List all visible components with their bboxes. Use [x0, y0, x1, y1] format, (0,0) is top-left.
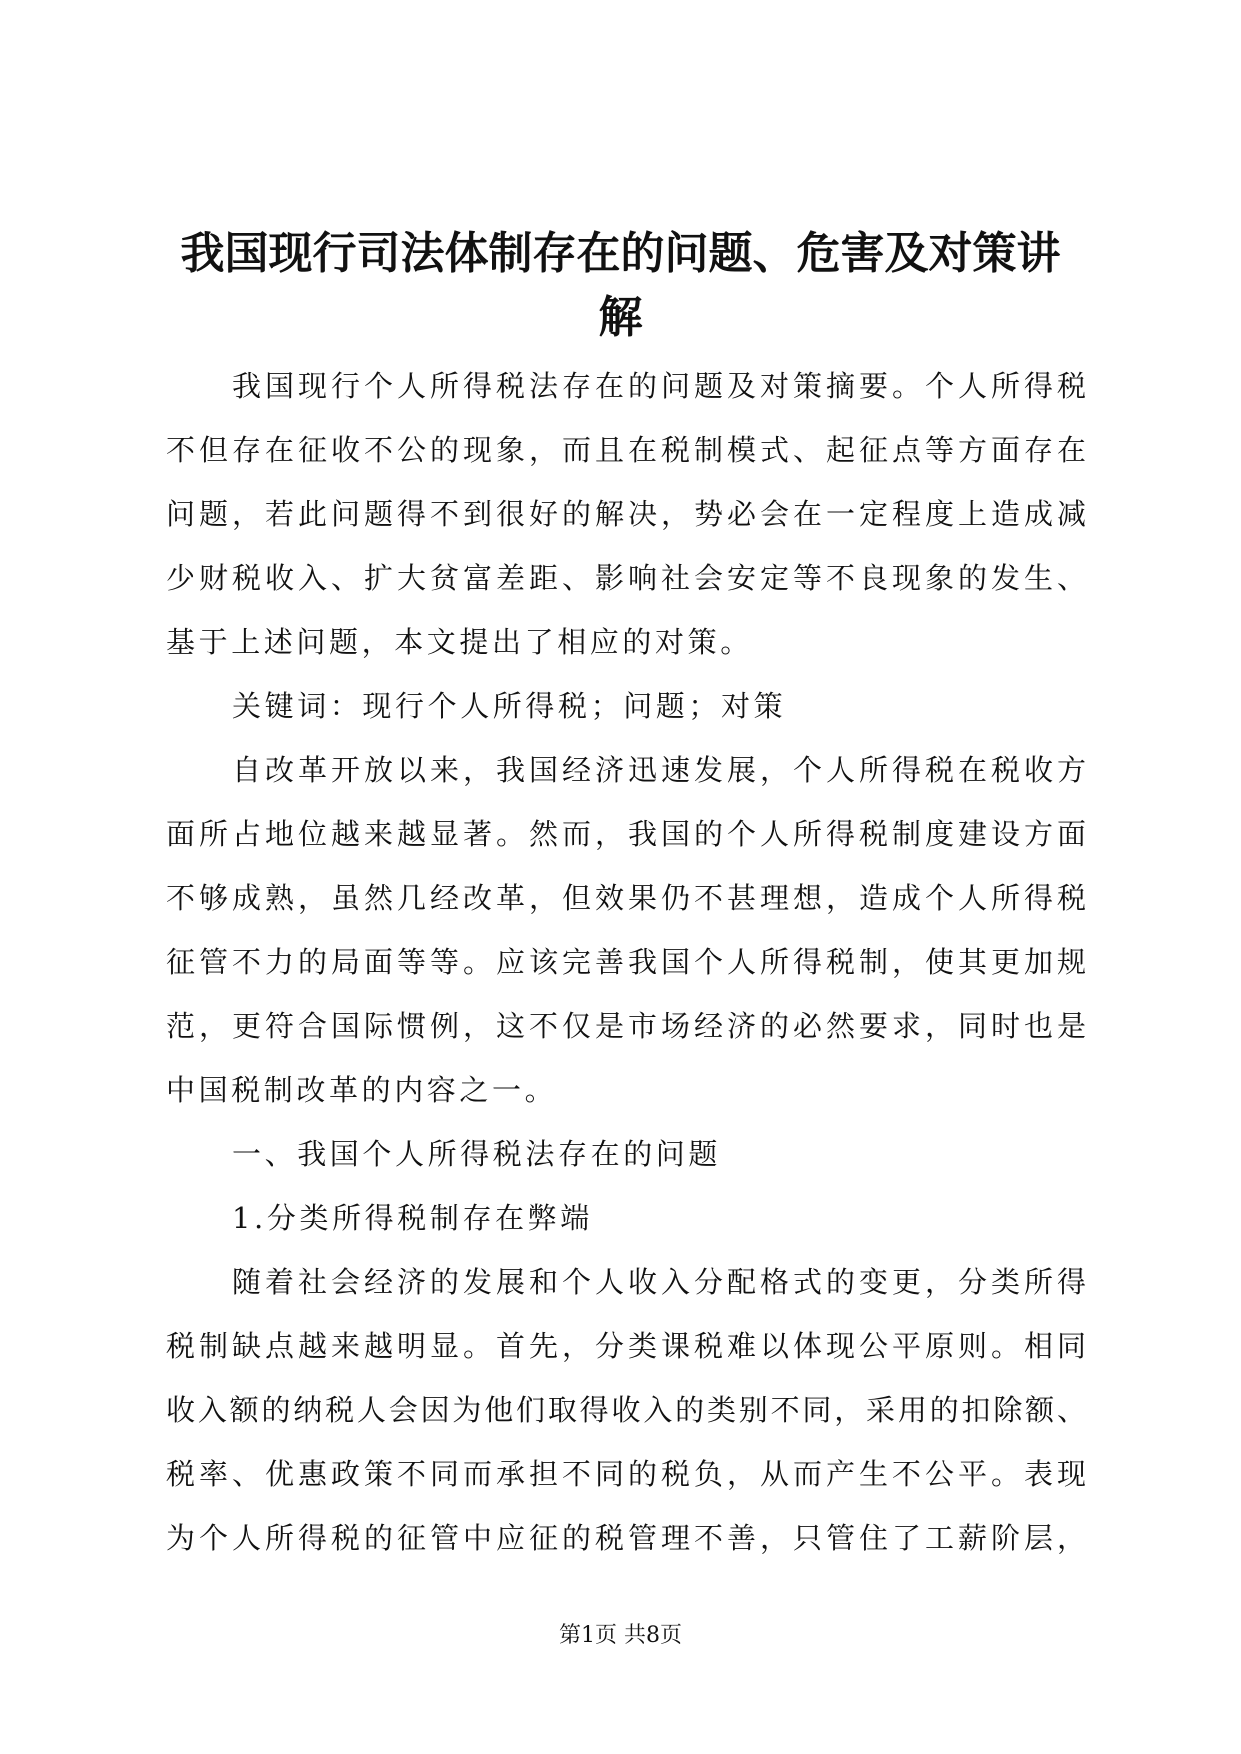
paragraph-line: 中国税制改革的内容之一。	[166, 1073, 558, 1107]
paragraph-line: 范，更符合国际惯例，这不仅是市场经济的必然要求，同时也是	[166, 1009, 1088, 1043]
title-line: 解	[598, 292, 643, 343]
paragraph-line: 少财税收入、扩大贫富差距、影响社会安定等不良现象的发生、	[166, 561, 1088, 595]
paragraph-line: 关键词：现行个人所得税；问题；对策	[232, 689, 787, 723]
paragraph-line: 为个人所得税的征管中应征的税管理不善，只管住了工薪阶层，	[166, 1521, 1088, 1555]
paragraph-line: 随着社会经济的发展和个人收入分配格式的变更，分类所得	[232, 1265, 1088, 1299]
paragraph-line: 不但存在征收不公的现象，而且在税制模式、起征点等方面存在	[166, 433, 1088, 467]
paragraph-line: 我国现行个人所得税法存在的问题及对策摘要。个人所得税	[232, 369, 1088, 403]
paragraph-line: 问题，若此问题得不到很好的解决，势必会在一定程度上造成减	[166, 497, 1088, 531]
paragraph-line: 自改革开放以来，我国经济迅速发展，个人所得税在税收方	[232, 753, 1088, 787]
paragraph-line: 1.分类所得税制存在弊端	[232, 1201, 593, 1235]
paragraph-line: 收入额的纳税人会因为他们取得收入的类别不同，采用的扣除额、	[166, 1393, 1088, 1427]
paragraph-line: 征管不力的局面等等。应该完善我国个人所得税制，使其更加规	[166, 945, 1088, 979]
page-footer: 第1页 共8页	[559, 1623, 682, 1648]
document-title	[150, 222, 1091, 350]
paragraph-line: 一、我国个人所得税法存在的问题	[232, 1137, 722, 1171]
paragraph-line: 税率、优惠政策不同而承担不同的税负，从而产生不公平。表现	[166, 1457, 1088, 1491]
paragraph-line: 面所占地位越来越显著。然而，我国的个人所得税制度建设方面	[166, 817, 1088, 851]
paragraph-line: 基于上述问题，本文提出了相应的对策。	[166, 625, 753, 659]
paragraph-line: 税制缺点越来越明显。首先，分类课税难以体现公平原则。相同	[166, 1329, 1088, 1363]
paragraph-line: 不够成熟，虽然几经改革，但效果仍不甚理想，造成个人所得税	[166, 881, 1088, 915]
title-line: 我国现行司法体制存在的问题、危害及对策讲	[180, 228, 1061, 279]
document-body	[166, 354, 1088, 1570]
